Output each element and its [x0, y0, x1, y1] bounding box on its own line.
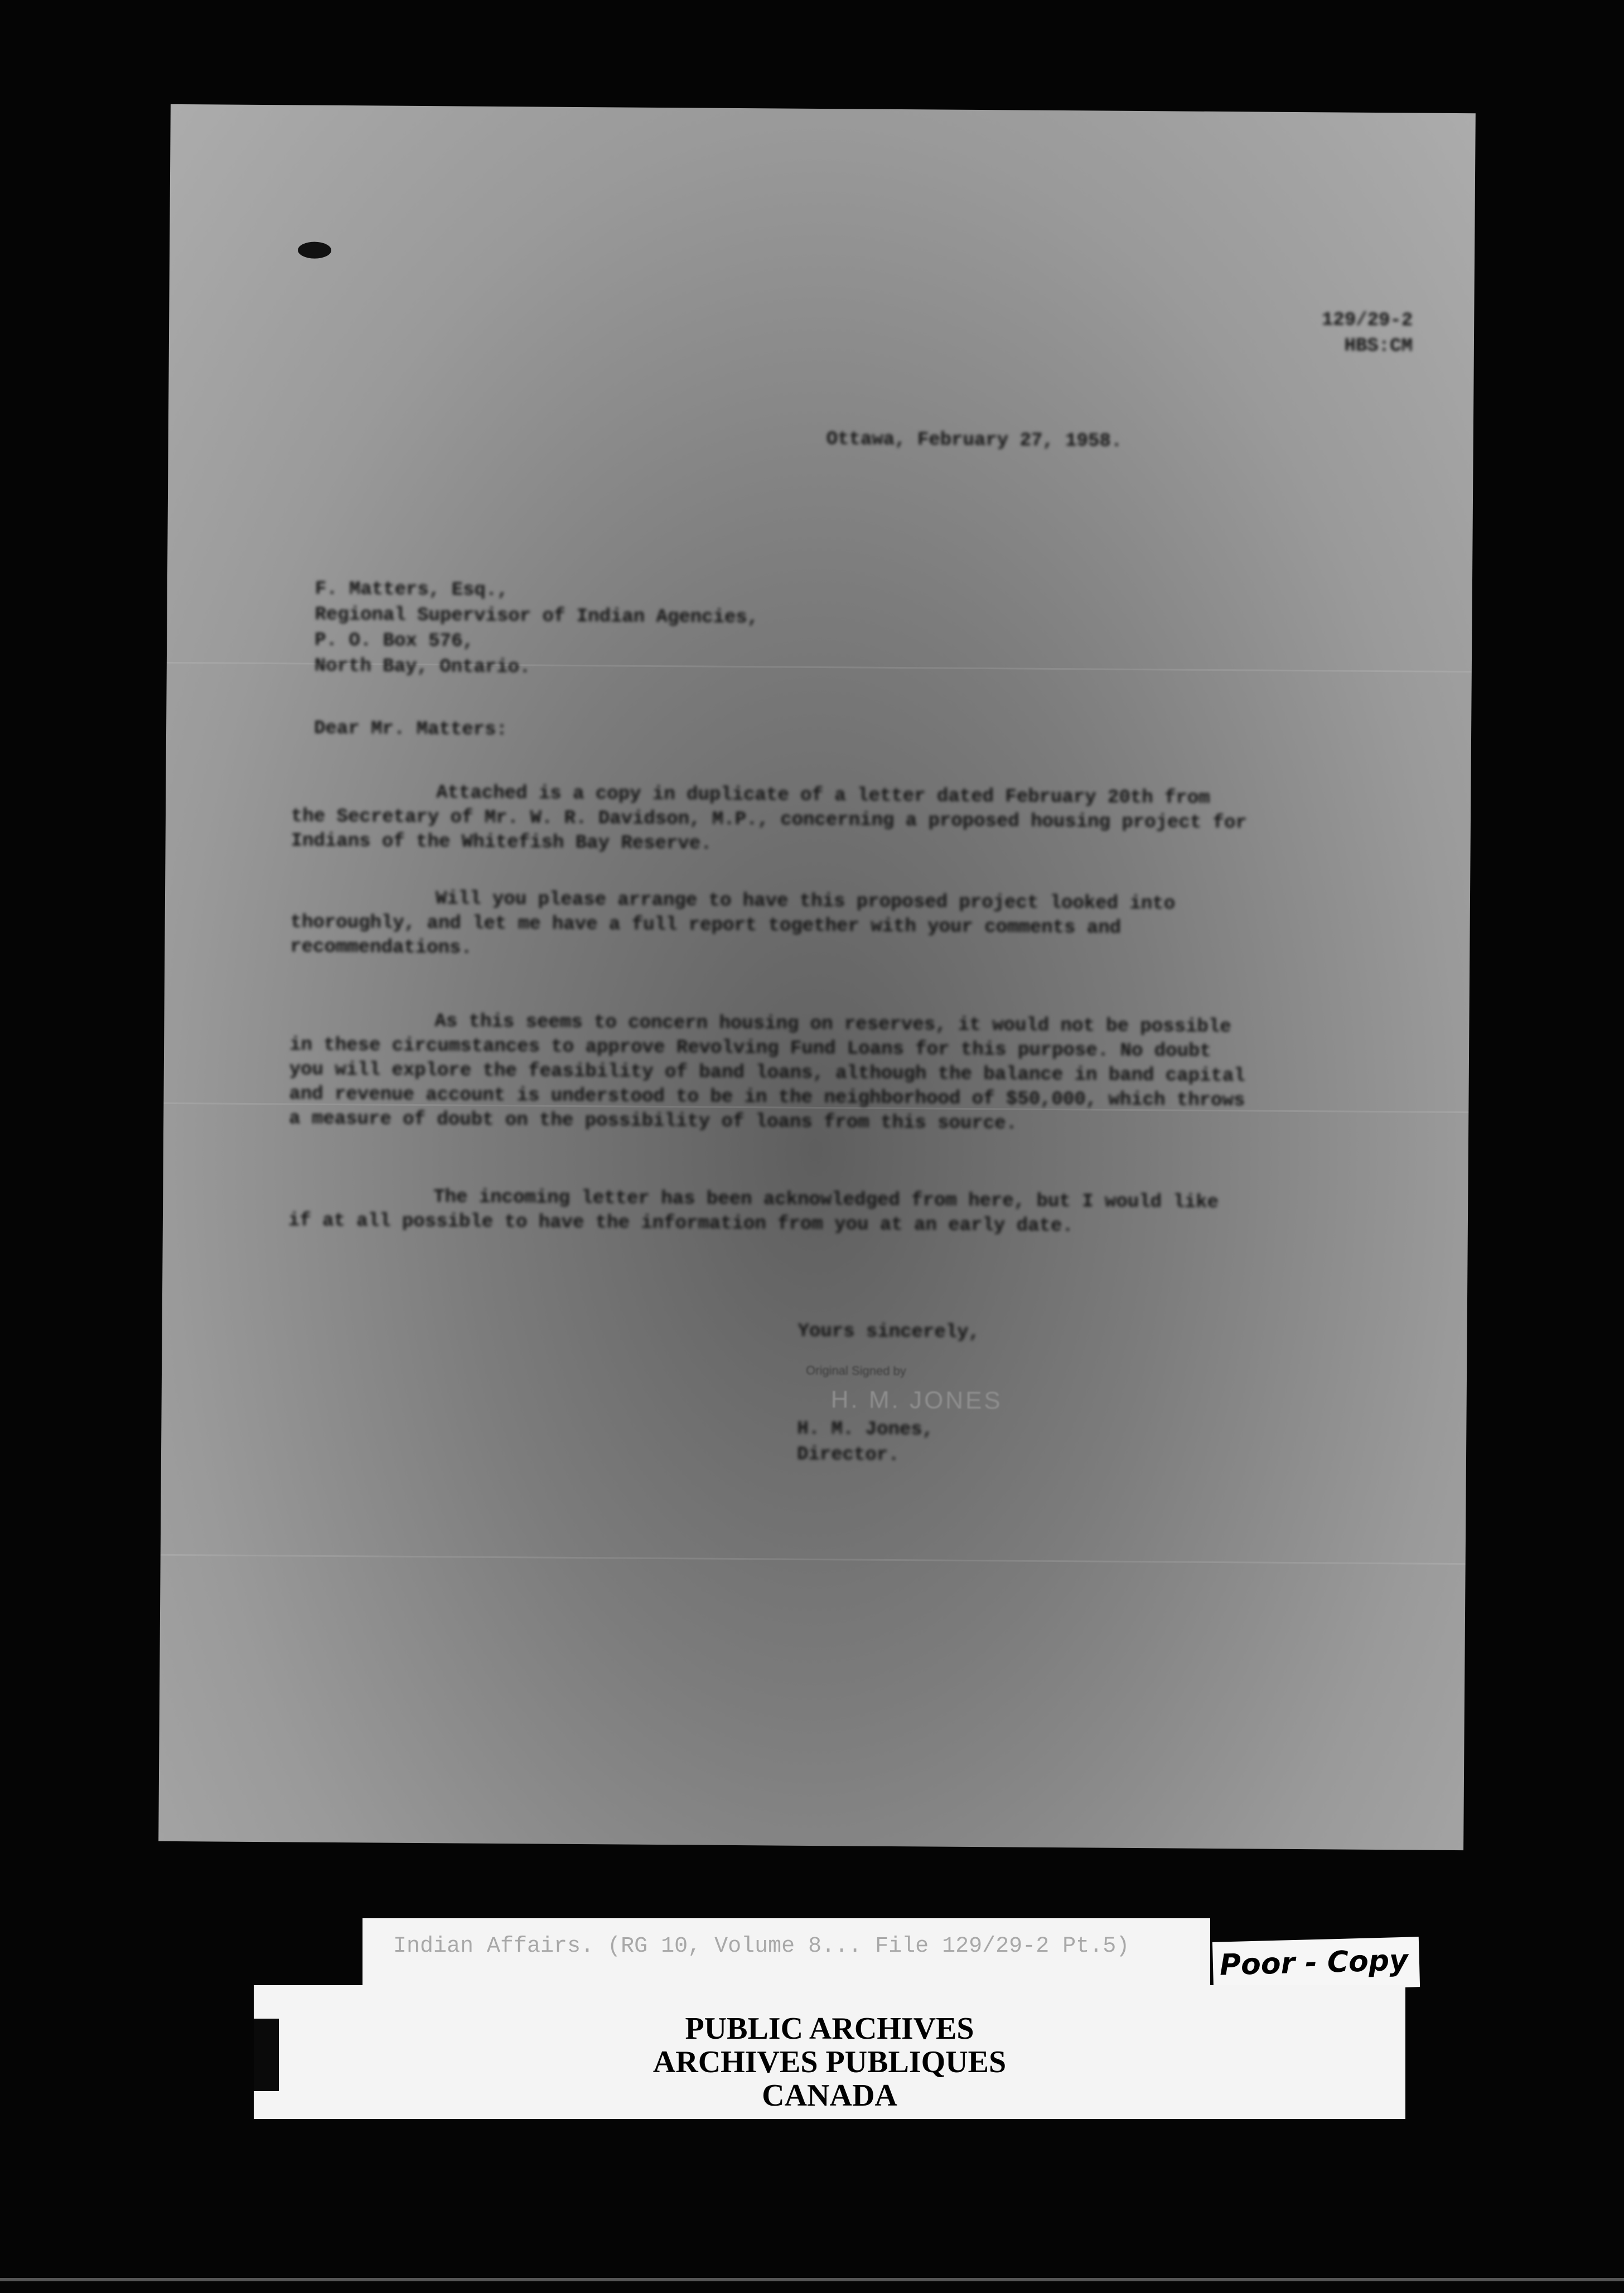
archive-plate-line: CANADA — [762, 2078, 897, 2113]
recipient-address — [315, 577, 759, 683]
poor-copy-note — [1212, 1937, 1420, 1992]
plate-tab — [254, 2019, 279, 2091]
fold-crease — [161, 1554, 1466, 1565]
body-paragraph: As this seems to concern housing on reserves, it would not be possible in these circumstances to approve Revolving Fund Loans for this purpose. No doubt you will explore the feasibility of band loans, although the balance in band capital and revenue account is understood to be in the neighborhood of $50,000, which throws a measure of doubt on the possibility of loans from this source. — [289, 1011, 1245, 1135]
signer-name: H. M. Jones, — [797, 1418, 934, 1441]
archive-reference-strip — [362, 1918, 1210, 1985]
letter-date: Ottawa, February 27, 1958. — [826, 429, 1123, 452]
signer-title: Director. — [796, 1444, 900, 1467]
file-reference — [1322, 307, 1413, 359]
address-line: North Bay, Ontario. — [314, 655, 531, 679]
letter-sheet — [158, 104, 1476, 1850]
signature-stamp-name: H. M. JONES — [830, 1386, 1003, 1415]
archive-reference-text: Indian Affairs. (RG 10, Volume 8... File 129/29-2 Pt.5) — [393, 1934, 1130, 1959]
typist-initials: HBS:CM — [1344, 335, 1413, 357]
address-line: Regional Supervisor of Indian Agencies, — [315, 604, 759, 629]
poor-copy-label: Poor - Copy — [1219, 1943, 1409, 1982]
closing: Yours sincerely, — [798, 1320, 980, 1344]
archive-plate-text — [254, 2012, 1405, 2112]
file-number: 129/29-2 — [1321, 309, 1413, 332]
signer-block — [797, 1416, 934, 1469]
archive-plate-line: PUBLIC ARCHIVES — [685, 2011, 974, 2046]
address-line: P. O. Box 576, — [315, 630, 474, 652]
bottom-rule — [0, 2278, 1624, 2281]
salutation: Dear Mr. Matters: — [313, 718, 508, 741]
body-paragraph: The incoming letter has been acknowledged from here, but I would like if at all possible to have the information from you at an early date. — [288, 1187, 1219, 1237]
body-paragraph: Will you please arrange to have this proposed project looked into thoroughly, and let me have a full report together with your comments and recommendations. — [290, 888, 1176, 959]
address-line: F. Matters, Esq., — [315, 578, 509, 602]
archive-plate-line: ARCHIVES PUBLIQUES — [652, 2045, 1007, 2079]
archive-plate — [254, 1985, 1405, 2119]
body-paragraph: Attached is a copy in duplicate of a letter dated February 20th from the Secretary of Mr. W. R. Davidson, M.P., concerning a proposed housing project for Indians of the Whitefish Bay Reserve. — [291, 782, 1247, 855]
punch-hole — [298, 241, 331, 258]
signature-stamp-label: Original Signed by — [805, 1363, 906, 1378]
